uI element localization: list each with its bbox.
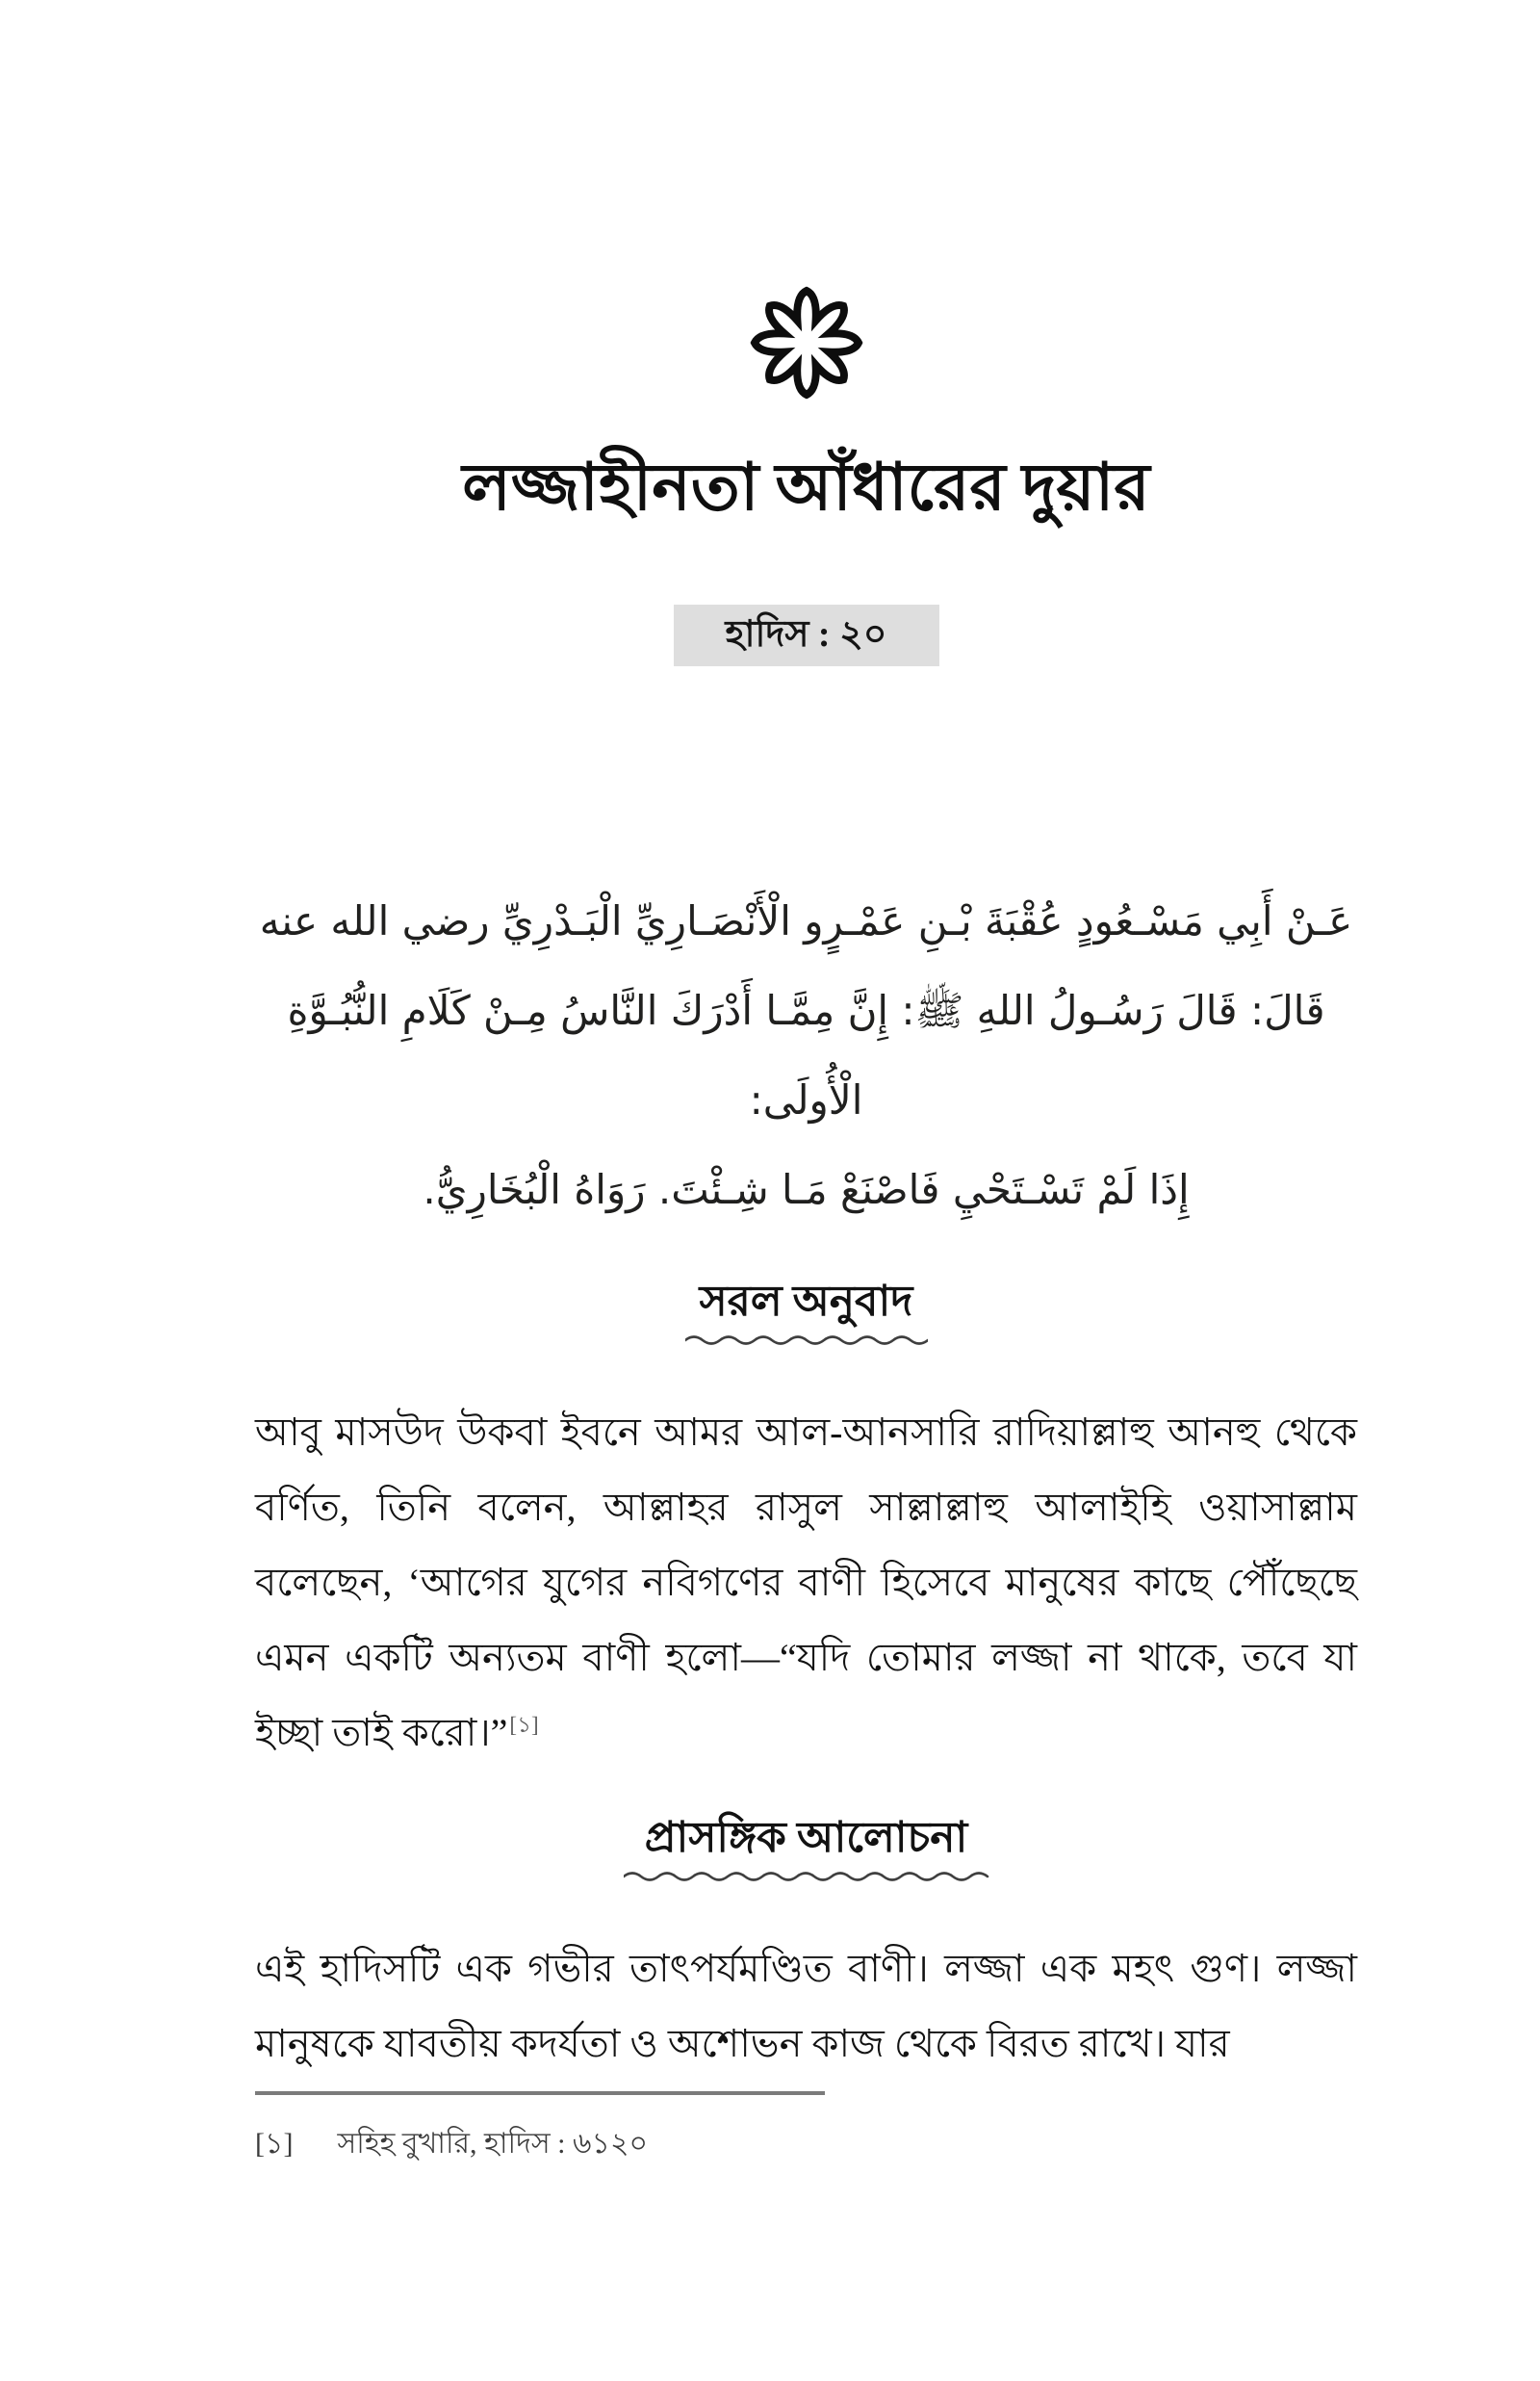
hadith-number-badge: হাদিস : ২০ bbox=[674, 605, 939, 666]
footnote-area bbox=[255, 2091, 1357, 2169]
translation-text: আবু মাসউদ উকবা ইবনে আমর আল-আনসারি রাদিয়াল্লাহু আনহু থেকে বর্ণিত, তিনি বলেন, আল্লাহর রাসুল সাল্লাল্লাহু আলাইহি ওয়াসাল্লাম বলেছেন, ‘আগের যুগের নবিগণের বাণী হিসেবে মানুষের কাছে পৌঁছেছে এমন একটি অন্যতম বাণী হলো—“যদি তোমার লজ্জা না থাকে, তবে যা ইচ্ছা তাই করো।” bbox=[255, 1410, 1357, 1755]
hadith-badge-row bbox=[255, 605, 1357, 666]
arabic-line-3: إِذَا لَمْ تَسْـتَحْيِ فَاصْنَعْ مَـا شِـئْتَ. رَوَاهُ الْبُخَارِيُّ. bbox=[423, 1166, 1190, 1214]
hadith-arabic-block bbox=[255, 876, 1357, 1234]
footnote-marker: [১] bbox=[255, 2128, 294, 2160]
footnote-text: সহিহ বুখারি, হাদিস : ৬১২০ bbox=[337, 2128, 648, 2160]
section-heading-translation: সরল অনুবাদ bbox=[699, 1278, 913, 1326]
discussion-paragraph: এই হাদিসটি এক গভীর তাৎপর্যমণ্ডিত বাণী। লজ্জা এক মহৎ গুণ। লজ্জা মানুষকে যাবতীয় কদর্যতা ও অশোভন কাজ থেকে বিরত রাখে। যার bbox=[255, 1947, 1357, 2066]
wavy-underline-decoration bbox=[685, 1332, 928, 1347]
arabic-line-2: قَالَ: قَالَ رَسُـولُ اللهِ ﷺ: إِنَّ مِمَّـا أَدْرَكَ النَّاسُ مِـنْ كَلَامِ النُّبُـوَّةِ الْأُولَى: bbox=[287, 987, 1325, 1125]
flower-ornament-icon bbox=[749, 285, 864, 401]
wavy-underline-decoration bbox=[624, 1868, 989, 1883]
section-heading-discussion: প্রাসঙ্গিক আলোচনা bbox=[644, 1814, 968, 1862]
translation-paragraph bbox=[255, 1395, 1357, 1771]
chapter-title: লজ্জাহীনতা আঁধারের দুয়ার bbox=[462, 451, 1150, 524]
footnote-divider bbox=[255, 2091, 825, 2095]
footnote bbox=[255, 2120, 1357, 2169]
footnote-reference-marker: [১] bbox=[509, 1713, 539, 1738]
arabic-line-1: عَـنْ أَبِي مَسْـعُودٍ عُقْبَةَ بْـنِ عَمْـرٍو الْأَنْصَـارِيِّ الْبَـدْرِيِّ رضي الله عنه bbox=[259, 897, 1353, 945]
